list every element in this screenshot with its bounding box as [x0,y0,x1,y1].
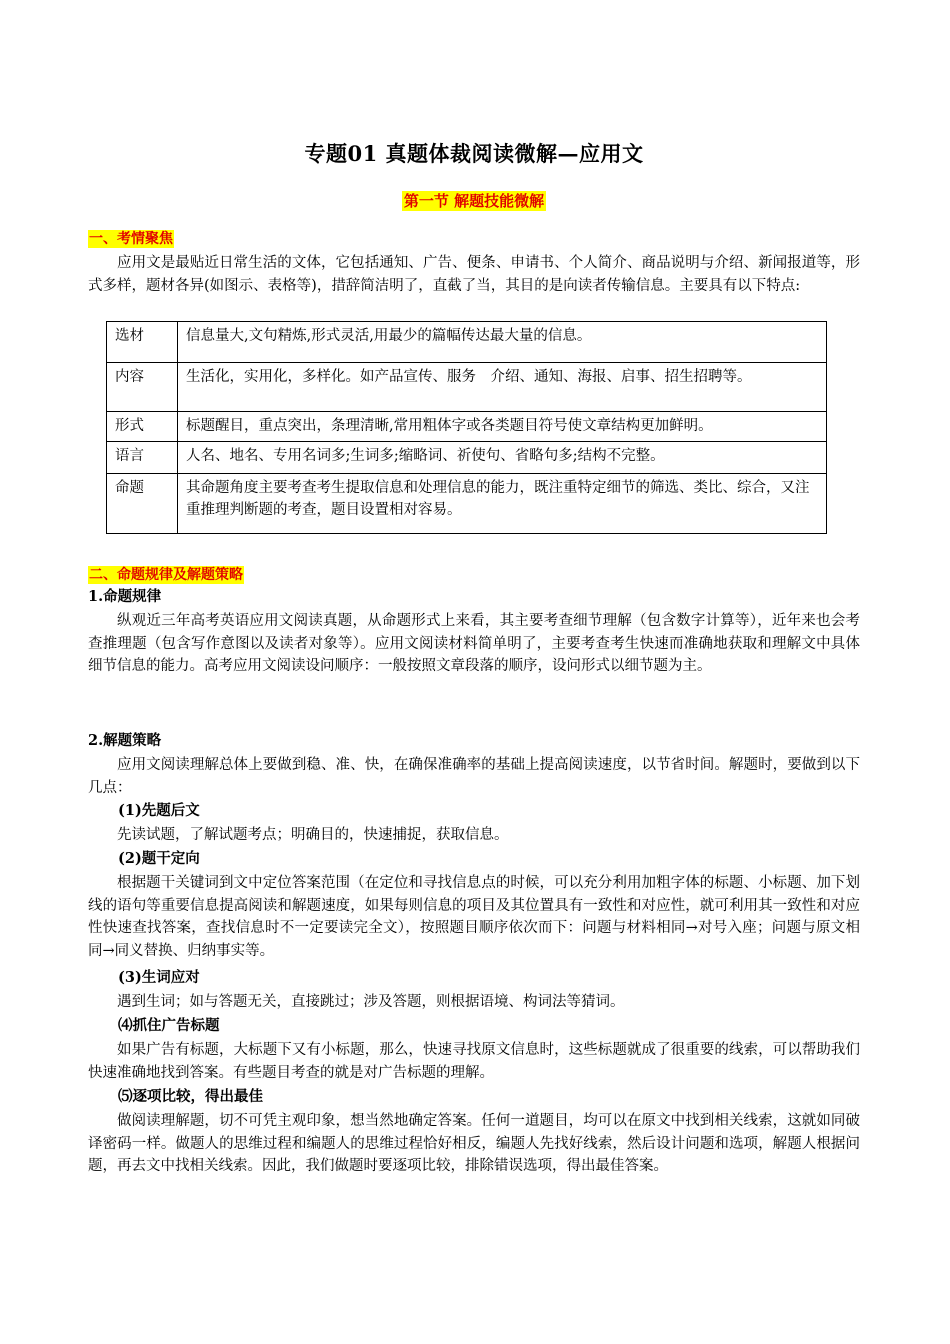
item-label: (1)先题后文 [118,802,200,819]
table-row [107,322,827,363]
rule-title: 1.命题规律 [88,588,162,605]
item-label: (2)题干定向 [118,850,200,867]
table-row [107,363,827,412]
table-value: 其命题角度主要考查考生提取信息和处理信息的能力，既注重特定细节的筛选、类比、综合，又注重推理判断题的考查，题目设置相对容易。 [178,474,827,534]
table-key: 命题 [107,474,178,534]
item-text: 遇到生词；如与答题无关，直接跳过；涉及答题，则根据语境、构词法等猜词。 [117,994,625,1010]
features-table [106,321,827,534]
part1-intro: 应用文是最贴近日常生活的文体，它包括通知、广告、便条、申请书、个人简介、商品说明与介绍、新闻报道等，形式多样，题材各异(如图示、表格等)，措辞简洁明了，直截了当，其目的是向读者传输信息。主要具有以下特点: [88,255,860,294]
table-key: 内容 [107,363,178,412]
item-text: 做阅读理解题，切不可凭主观印象，想当然地确定答案。任何一道题目，均可以在原文中找到相关线索，这就如同破译密码一样。做题人的思维过程和编题人的思维过程恰好相反，编题人先找好线索，然后设计问题和选项，解题人根据问题，再去文中找相关线索。因此，我们做题时要逐项比较，排除错误选项，得出最佳答案。 [88,1113,860,1174]
item-text: 根据题干关键词到文中定位答案范围（在定位和寻找信息点的时候，可以充分利用加粗字体的标题、小标题、加下划线的语句等重要信息提高阅读和解题速度，如果每则信息的项目及其位置具有一致性和对应性，就可利用其一致性和对应性快速查找答案，查找信息时不一定要读完全文），按照题目顺序依次而下：问题与材料相同→对号入座；问题与原文相同→同义替换、归纳事实等。 [88,875,860,959]
table-row [107,442,827,474]
section-heading [88,190,860,211]
table-key: 选材 [107,322,178,363]
item-text: 如果广告有标题，大标题下又有小标题，那么，快速寻找原文信息时，这些标题就成了很重要的线索，可以帮助我们快速准确地找到答案。有些题目考查的就是对广告标题的理解。 [88,1042,860,1081]
section-heading-text: 第一节 解题技能微解 [403,192,545,210]
table-value: 生活化，实用化，多样化。如产品宣传、服务 介绍、通知、海报、启事、招生招聘等。 [178,363,827,412]
document-title: 专题01 真题体裁阅读微解—应用文 [304,141,644,166]
table-row [107,474,827,534]
rule-text: 纵观近三年高考英语应用文阅读真题，从命题形式上来看，其主要考查细节理解（包含数字计算等），近年来也会考查推理题（包含写作意图以及读者对象等）。应用文阅读材料简单明了，主要考查考生快速而准确地获取和理解文中具体细节信息的能力。高考应用文阅读设问顺序：一般按照文章段落的顺序，设问形式以细节题为主。 [88,613,860,674]
item-label: ⑸逐项比较，得出最佳 [118,1088,263,1105]
strategy-title: 2.解题策略 [88,732,162,749]
item-label: (3)生词应对 [118,969,200,986]
table-value: 标题醒目，重点突出，条理清晰,常用粗体字或各类题目符号使文章结构更加鲜明。 [178,412,827,442]
table-value: 人名、地名、专用名词多;生词多;缩略词、祈使句、省略句多;结构不完整。 [178,442,827,474]
table-value: 信息量大,文句精炼,形式灵活,用最少的篇幅传达最大量的信息。 [178,322,827,363]
strategy-intro: 应用文阅读理解总体上要做到稳、准、快，在确保准确率的基础上提高阅读速度，以节省时间。解题时，要做到以下几点： [88,757,860,796]
table-key: 形式 [107,412,178,442]
item-text: 先读试题，了解试题考点；明确目的，快速捕捉，获取信息。 [117,827,509,843]
part2-heading: 二、命题规律及解题策略 [89,567,243,583]
item-label: ⑷抓住广告标题 [118,1017,220,1034]
table-row [107,412,827,442]
table-key: 语言 [107,442,178,474]
part1-heading: 一、考情聚焦 [89,231,173,247]
